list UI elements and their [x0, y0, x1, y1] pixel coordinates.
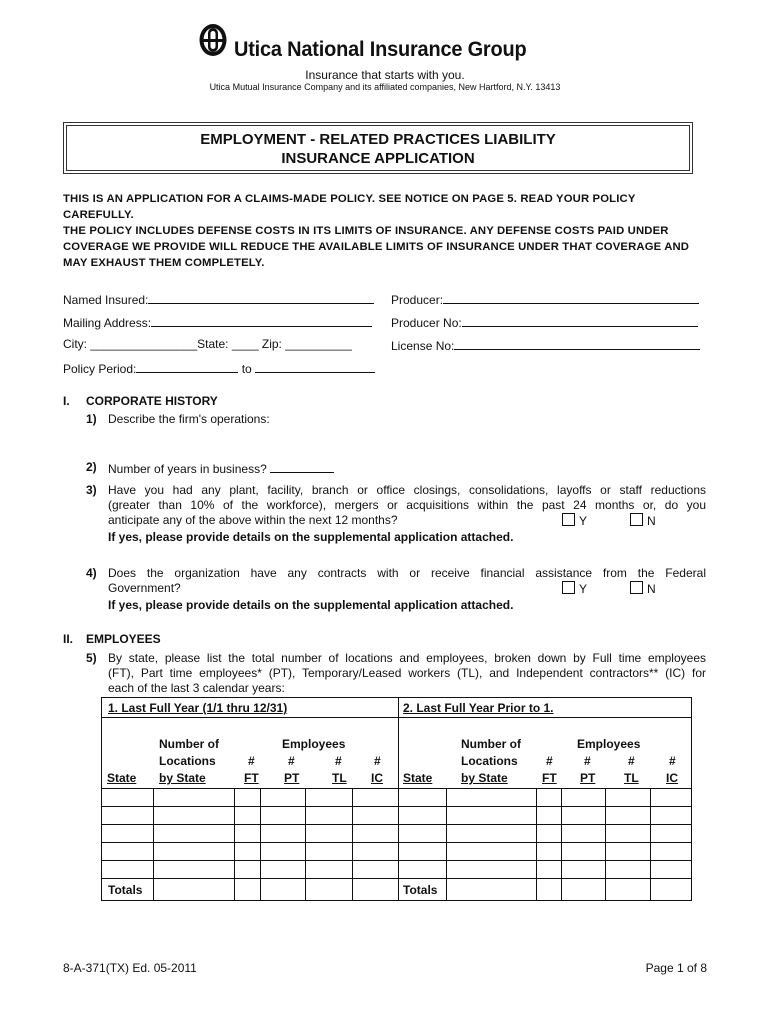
q2-text: Number of years in business? — [108, 462, 267, 476]
left-ic-hash: # — [374, 754, 381, 768]
q4-line1: Does the organization have any contracts with or receive financial assistance from the Federal — [108, 566, 706, 580]
left-totals-label: Totals — [108, 883, 143, 897]
right-by-state-header: by State — [461, 771, 508, 785]
claims-made-notice: THIS IS AN APPLICATION FOR A CLAIMS-MADE POLICY. SEE NOTICE ON PAGE 5. READ YOUR POLICY CAREFULLY. — [63, 193, 636, 221]
form-title-line2: INSURANCE APPLICATION — [281, 150, 475, 167]
producer-field[interactable] — [391, 291, 699, 307]
right-ic-header: IC — [666, 771, 678, 785]
form-title-box — [63, 122, 693, 174]
right-tl-header: TL — [624, 771, 639, 785]
policy-period-field[interactable] — [63, 360, 375, 376]
left-by-state-header: by State — [159, 771, 206, 785]
q3-yes-label: Y — [579, 514, 588, 528]
right-number-of-header: Number of — [461, 737, 521, 751]
section-1-number: I. — [63, 394, 70, 408]
left-tl-hash: # — [335, 754, 342, 768]
company-name: Utica National Insurance Group — [234, 38, 527, 61]
right-pt-header: PT — [580, 771, 596, 785]
q5-line1: By state, please list the total number of locations and employees, broken down by Full time employees — [108, 651, 706, 665]
left-ic-header: IC — [371, 771, 383, 785]
named-insured-field[interactable] — [63, 291, 374, 307]
employee-table — [101, 697, 692, 901]
right-state-header: State — [403, 771, 433, 785]
q1-text: Describe the firm's operations: — [108, 412, 270, 426]
state-label: State: ____ — [197, 337, 259, 351]
q4-yes-checkbox[interactable] — [562, 581, 587, 597]
left-pt-header: PT — [284, 771, 300, 785]
page-number: Page 1 of 8 — [645, 961, 707, 975]
right-pt-hash: # — [584, 754, 591, 768]
named-insured-label: Named Insured: — [63, 293, 149, 307]
q3-line2: (greater than 10% of the workforce), mergers or acquisitions within the past 24 months or, do you — [108, 498, 706, 512]
left-state-header: State — [107, 771, 137, 785]
zip-label: Zip: __________ — [261, 337, 352, 351]
q3-yes-checkbox[interactable] — [562, 513, 587, 529]
left-locations-header: Locations — [159, 754, 216, 768]
section-1-title: CORPORATE HISTORY — [86, 394, 218, 408]
q4-yes-label: Y — [579, 582, 588, 596]
right-ft-header: FT — [542, 771, 557, 785]
form-number: 8-A-371(TX) Ed. 05-2011 — [63, 961, 197, 975]
right-ic-hash: # — [669, 754, 676, 768]
defense-costs-notice: THE POLICY INCLUDES DEFENSE COSTS IN ITS LIMITS OF INSURANCE. ANY DEFENSE COSTS PAID UNDER COVERAGE WE PROVIDE WILL REDUCE THE AVAILABLE LIMITS OF INSURANCE UNDER THAT COVERAGE AND MAY EXHAUST THEM COMPLETELY. — [63, 225, 690, 269]
license-no-label: License No: — [391, 339, 455, 353]
q2-number: 2) — [86, 460, 97, 474]
q3-number: 3) — [86, 483, 97, 497]
mailing-address-label: Mailing Address: — [63, 316, 152, 330]
left-pt-hash: # — [288, 754, 295, 768]
right-employees-header: Employees — [577, 737, 641, 751]
q3-no-label: N — [647, 514, 656, 528]
mailing-address-field[interactable] — [63, 314, 372, 330]
q4-number: 4) — [86, 566, 97, 580]
q4-no-checkbox[interactable] — [630, 581, 656, 597]
producer-no-field[interactable] — [391, 314, 698, 330]
table-right-title: 2. Last Full Year Prior to 1. — [403, 701, 554, 715]
form-title-line1: EMPLOYMENT - RELATED PRACTICES LIABILITY — [200, 131, 556, 148]
left-tl-header: TL — [332, 771, 347, 785]
q4-note: If yes, please provide details on the supplemental application attached. — [108, 598, 514, 612]
utica-logo-icon — [198, 22, 228, 62]
left-ft-header: FT — [244, 771, 259, 785]
q3-line3: anticipate any of the above within the next 12 months? — [108, 513, 398, 527]
policy-period-label: Policy Period: — [63, 362, 137, 376]
q3-line1: Have you had any plant, facility, branch or office closings, consolidations, layoffs or staff reductions — [108, 483, 706, 497]
affiliates-line: Utica Mutual Insurance Company and its affiliated companies, New Hartford, N.Y. 13413 — [209, 82, 561, 92]
license-no-field[interactable] — [391, 337, 700, 353]
right-ft-hash: # — [546, 754, 553, 768]
producer-label: Producer: — [391, 293, 444, 307]
left-number-of-header: Number of — [159, 737, 219, 751]
q5-line3: each of the last 3 calendar years: — [108, 681, 285, 695]
section-2-number: II. — [63, 632, 74, 646]
producer-no-label: Producer No: — [391, 316, 462, 330]
right-locations-header: Locations — [461, 754, 518, 768]
city-label: City: ________________ — [63, 337, 198, 351]
q3-note: If yes, please provide details on the supplemental application attached. — [108, 530, 514, 544]
q3-no-checkbox[interactable] — [630, 513, 656, 529]
q4-no-label: N — [647, 582, 656, 596]
left-employees-header: Employees — [282, 737, 346, 751]
city-state-zip-field[interactable] — [63, 337, 352, 351]
right-totals-label: Totals — [403, 883, 438, 897]
left-ft-hash: # — [248, 754, 255, 768]
section-2-title: EMPLOYEES — [86, 632, 161, 646]
q5-line2: (FT), Part time employees* (PT), Temporary/Leased workers (TL), and Independent contractors** (IC) for — [108, 666, 706, 680]
q1-number: 1) — [86, 412, 97, 426]
q5-number: 5) — [86, 651, 97, 665]
tagline: Insurance that starts with you. — [305, 68, 465, 82]
table-left-title: 1. Last Full Year (1/1 thru 12/31) — [108, 701, 288, 715]
q2-field[interactable] — [108, 460, 334, 477]
q4-line2: Government? — [108, 581, 181, 595]
right-tl-hash: # — [628, 754, 635, 768]
policy-period-to: to — [241, 362, 252, 376]
